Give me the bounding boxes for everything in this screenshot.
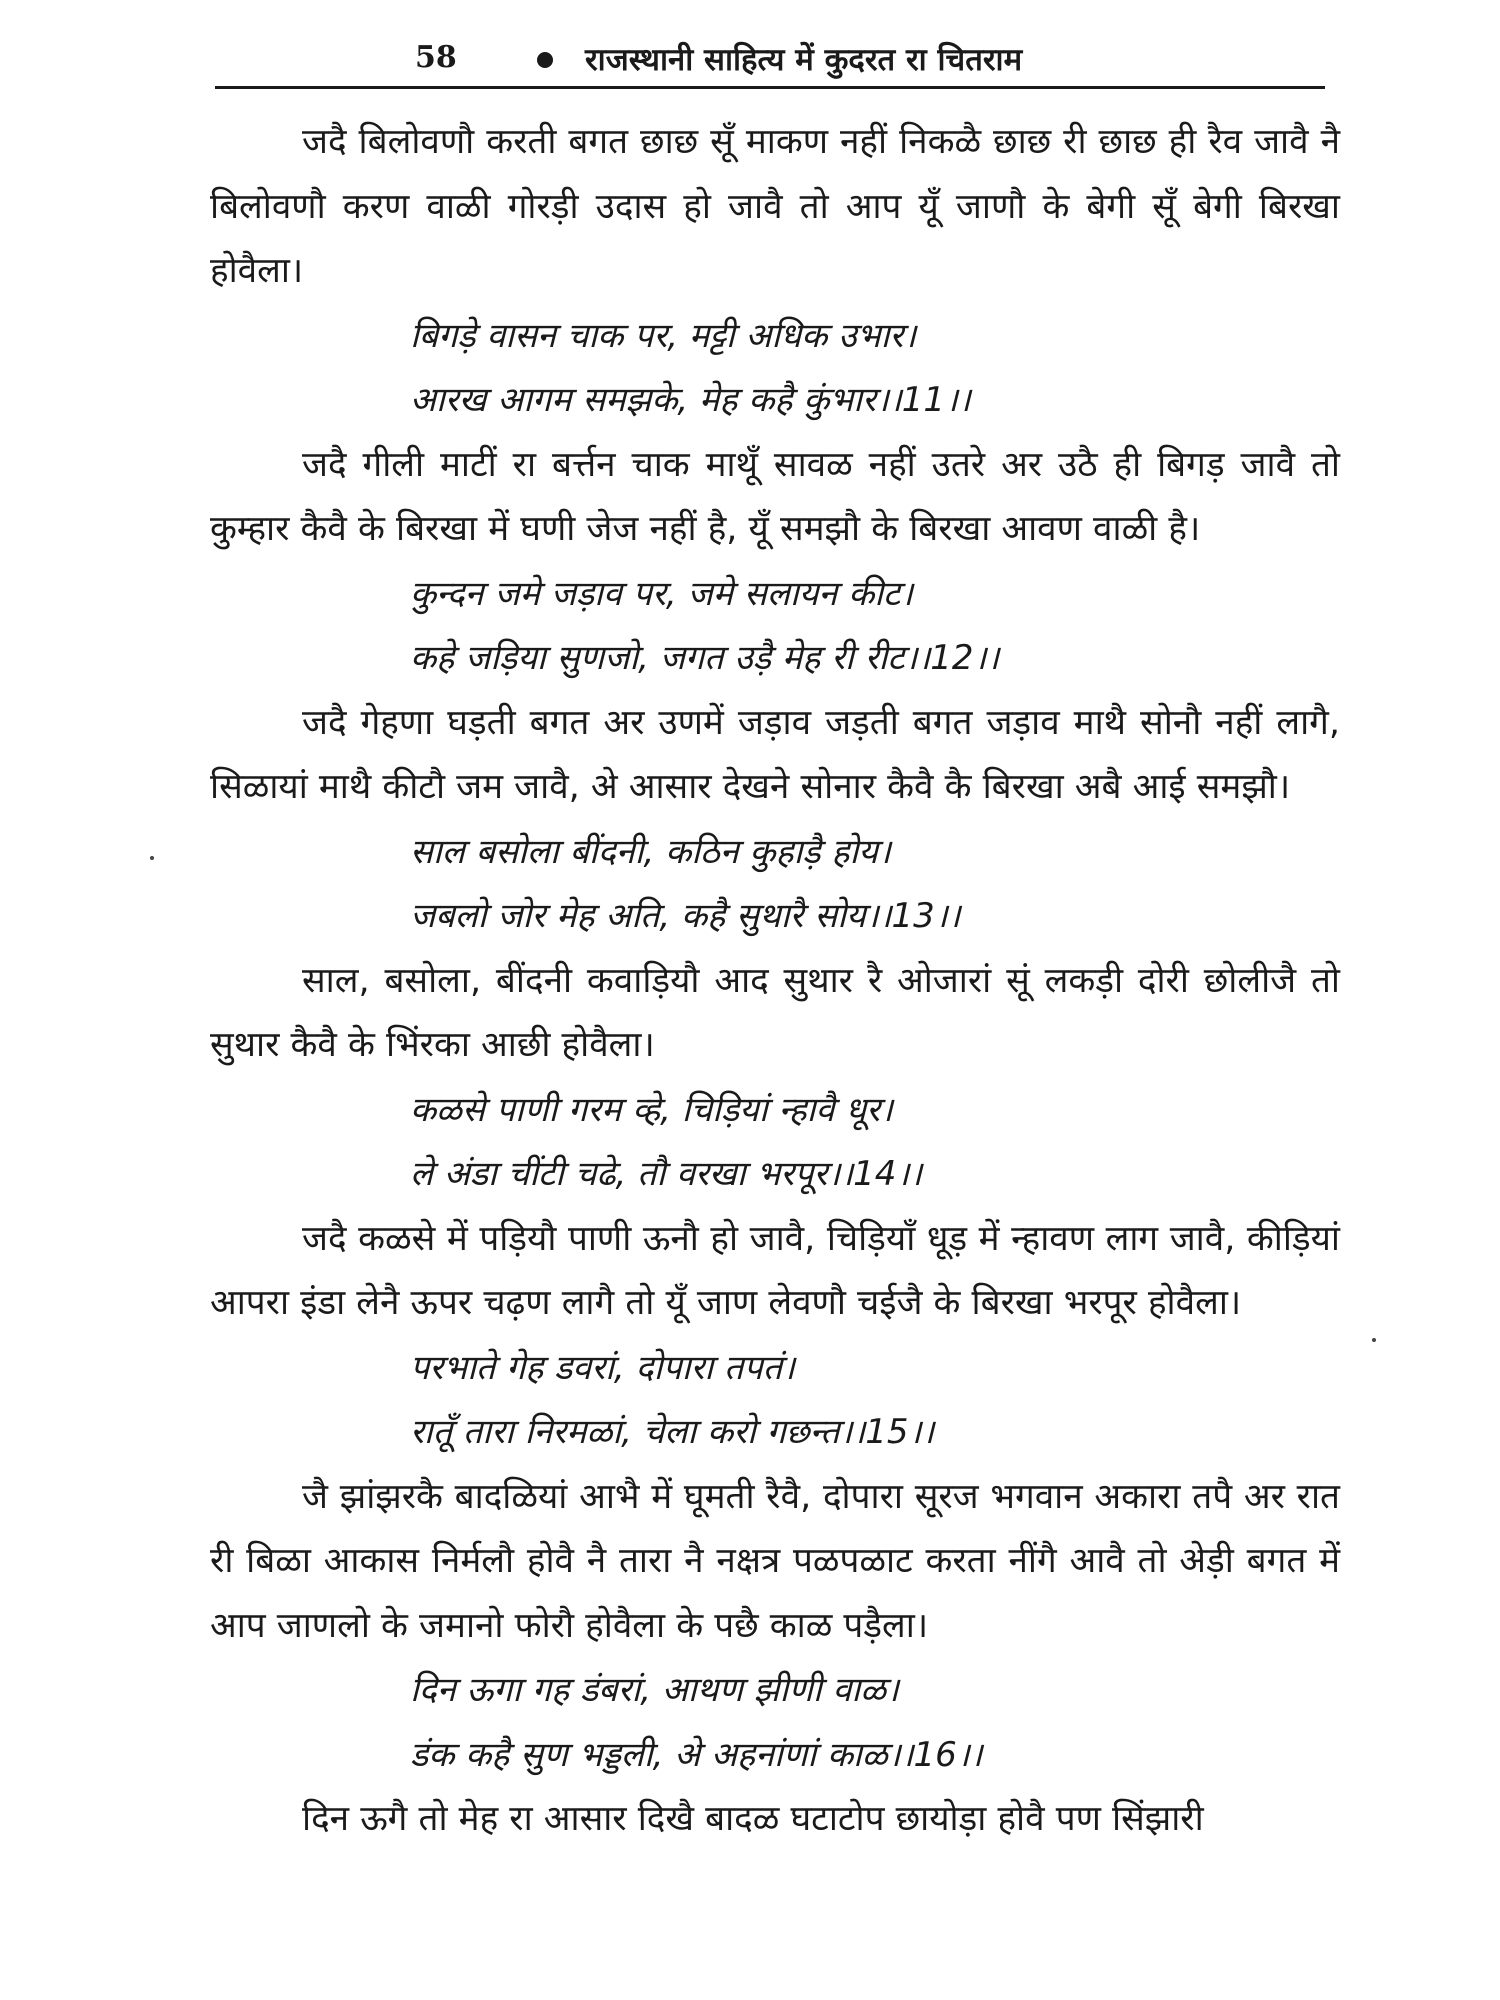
verse-line: कुन्दन जमे जड़ाव पर, जमे सलायन कीट। bbox=[410, 573, 914, 614]
verse-line: दिन ऊगा गह डंबरां, आथण झीणी वाळ। bbox=[410, 1670, 899, 1710]
prose-paragraph: जै झांझरकै बादळियां आभै में घूमती रैवै, दोपारा सूरज भगवान अकारा तपै अर रात री बिळा आकास निर्मलौ होवै नै तारा नै नक्षत्र पळपळाट करता नींगै आवै तो अेड़ी बगत में आप जाणलो के जमानो फोरौ होवैला के पछै काळ पड़ैला। bbox=[210, 1476, 1340, 1646]
header-rule bbox=[215, 86, 1325, 89]
verse-line: कहे जड़िया सुणजो, जगत उड़ै मेह री रीट।।12।। bbox=[410, 638, 1000, 678]
scan-speck bbox=[150, 856, 154, 860]
page-number: 58 bbox=[415, 40, 457, 75]
verse-line: रातूँ तारा निरमळां, चेला करो गछन्त।।15।। bbox=[410, 1412, 935, 1452]
body-text bbox=[210, 110, 1340, 1852]
prose-paragraph: जदै कळसे में पड़ियौ पाणी ऊनौ हो जावै, चिड़ियाँ धूड़ में न्हावण लाग जावै, कीड़ियां आपरा इंडा लेनै ऊपर चढ़ण लागै तो यूँ जाण लेवणौ चईजै के बिरखा भरपूर होवैला। bbox=[210, 1218, 1340, 1323]
prose-paragraph: जदै बिलोवणौ करती बगत छाछ सूँ माकण नहीं निकळै छाछ री छाछ ही रैव जावै नै बिलोवणौ करण वाळी गोरड़ी उदास हो जावै तो आप यूँ जाणौ के बेगी सूँ बेगी बिरखा होवैला। bbox=[210, 122, 1340, 291]
prose-paragraph: साल, बसोला, बींदनी कवाड़ियौ आद सुथार रै ओजारां सूं लकड़ी दोरी छोलीजै तो सुथार कैवै के भिंरका आछी होवैला। bbox=[210, 960, 1340, 1065]
verse-line: कळसे पाणी गरम व्हे, चिड़ियां न्हावै धूर। bbox=[410, 1089, 893, 1130]
prose-paragraph: जदै गीली माटीं रा बर्त्तन चाक माथूँ सावळ नहीं उतरे अर उठै ही बिगड़ जावै तो कुम्हार कैवै के बिरखा में घणी जेज नहीं है, यूँ समझौ के बिरखा आवण वाळी है। bbox=[210, 444, 1340, 549]
scan-speck bbox=[1372, 1338, 1376, 1342]
verse-line: साल बसोला बींदनी, कठिन कुहाड़ै होय। bbox=[410, 831, 891, 872]
verse-line: बिगड़े वासन चाक पर, मट्टी अधिक उभार। bbox=[410, 315, 917, 356]
prose-paragraph: जदै गेहणा घड़ती बगत अर उणमें जड़ाव जड़ती बगत जड़ाव माथै सोनौ नहीं लागै, सिळायां माथै कीटौ जम जावै, अे आसार देखने सोनार कैवै कै बिरखा अबै आई समझौ। bbox=[210, 702, 1340, 807]
verse-line: आरख आगम समझके, मेह कहै कुंभार।।11।। bbox=[410, 380, 971, 420]
bullet-separator bbox=[537, 52, 553, 68]
verse-line: जबलो जोर मेह अति, कहै सुथारै सोय।।13।। bbox=[410, 896, 961, 936]
verse-line: ले अंडा चींटी चढे, तौ वरखा भरपूर।।14।। bbox=[410, 1154, 923, 1194]
running-title: राजस्थानी साहित्य में कुदरत रा चितराम bbox=[585, 42, 1023, 78]
prose-paragraph: दिन ऊगै तो मेह रा आसार दिखै बादळ घटाटोप छायोड़ा होवै पण सिंझारी bbox=[302, 1799, 1204, 1839]
verse-line: परभाते गेह डवरां, दोपारा तपतं। bbox=[410, 1347, 795, 1388]
verse-line: डंक कहै सुण भड्डली, अे अहनांणां काळ।।16।। bbox=[410, 1734, 983, 1775]
